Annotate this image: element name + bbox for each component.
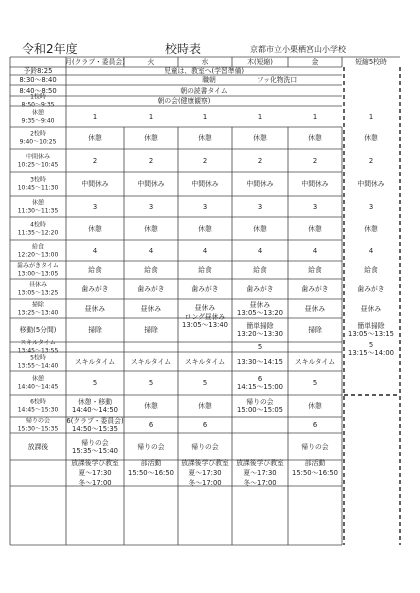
cell-text: 5	[92, 379, 98, 387]
morning-row: フッ化物洗口	[256, 76, 298, 84]
cell-text: スキルタイム	[184, 357, 226, 366]
cell-text: 15:50〜16:50	[292, 469, 338, 477]
cell-text: 3	[148, 202, 154, 211]
period-label: 5校時	[30, 354, 46, 361]
cell-text: 給食	[308, 266, 322, 274]
cell-text: 5	[148, 379, 154, 387]
period-time: 9:35〜9:40	[21, 117, 55, 124]
day-header: 月(クラブ・委員会)	[65, 58, 125, 66]
cell-text: 冬〜17:00	[78, 479, 112, 487]
cell-text: 14:15〜15:00	[237, 383, 283, 391]
cell-text: 3	[257, 202, 263, 211]
cell-text: 2	[92, 156, 98, 165]
page-title: 令和2年度	[22, 42, 78, 56]
cell-text: 5	[312, 379, 318, 387]
cell-text: 帰りの会	[137, 442, 165, 451]
cell-text: 休憩	[253, 224, 267, 233]
cell-text: 掃除	[308, 326, 322, 334]
period-time: 15:30〜15:35	[17, 425, 59, 433]
cell-text: 休憩	[144, 224, 158, 233]
cell-text: 1	[202, 112, 208, 121]
period-time: 9:40〜10:25	[19, 138, 57, 146]
morning-row: 朝の読書タイム	[180, 86, 228, 95]
cell-text: 2	[368, 156, 374, 165]
cell-text: 昼休み	[249, 300, 271, 309]
cell-text: 休憩	[88, 134, 102, 142]
period-time: 11:30〜11:35	[17, 207, 59, 214]
cell-text: 歯みがき	[191, 285, 219, 293]
cell-text: 帰りの会	[191, 442, 219, 451]
cell-text: 休憩	[198, 224, 212, 233]
period-time: 12:20〜13:00	[17, 251, 59, 258]
cell-text: 冬〜17:00	[243, 479, 277, 487]
cell-text: 2	[312, 156, 318, 165]
morning-row: 朝の会(健康観察)	[157, 97, 211, 105]
period-time: 13:25〜13:40	[17, 309, 59, 316]
period-label: 2校時	[30, 130, 46, 138]
cell-text: 休憩	[253, 134, 267, 142]
cell-text: 1	[368, 112, 374, 121]
cell-text: 4	[257, 246, 263, 255]
cell-text: 6	[148, 421, 154, 429]
cell-text: 3	[202, 202, 208, 211]
cell-text: 6	[202, 421, 208, 429]
cell-text: 13:30〜14:15	[237, 357, 283, 366]
cell-text: 歯みがき	[81, 285, 109, 293]
cell-text: スキルタイム	[74, 357, 116, 366]
cell-text: 3	[368, 202, 374, 211]
cell-text: 休憩	[364, 134, 378, 142]
cell-text: 4	[312, 246, 318, 255]
morning-row: 職朝	[202, 76, 216, 84]
cell-text: 13:05〜13:15	[348, 330, 394, 338]
cell-text: 昼休み	[304, 304, 326, 313]
period-label: 帰りの会	[25, 417, 51, 425]
cell-text: 6	[312, 421, 318, 429]
period-label: 予鈴8:25	[23, 67, 53, 75]
cell-text: 歯みがき	[246, 285, 274, 293]
period-label: 休憩	[31, 375, 45, 383]
cell-text: 給食	[253, 266, 267, 274]
cell-text: 夏〜17:30	[188, 469, 222, 477]
day-header: 金	[311, 58, 319, 66]
period-label: 移動(5分間)	[19, 326, 57, 334]
period-time: 8:50〜9:35	[21, 101, 55, 109]
period-label: 1校時	[30, 93, 46, 101]
cell-text: 休憩	[364, 224, 378, 233]
cell-text: 15:00〜15:05	[237, 406, 283, 414]
cell-text: 部活動	[140, 459, 162, 467]
cell-text: 休憩	[144, 402, 158, 410]
cell-text: 簡単掃除	[357, 322, 385, 330]
period-label: 8:40〜8:50	[19, 86, 57, 95]
cell-text: 冬〜17:00	[188, 479, 222, 487]
cell-text: 1	[312, 112, 318, 121]
cell-text: 中間休み	[191, 180, 219, 188]
cell-text: 4	[148, 246, 154, 255]
cell-text: 休憩	[198, 134, 212, 142]
cell-text: 4	[92, 246, 98, 255]
cell-text: 夏〜17:30	[78, 469, 112, 477]
cell-text: 夏〜17:30	[243, 469, 277, 477]
morning-row: 児童は、教室へ(学習準備)	[163, 67, 245, 75]
period-label: 中間休み	[25, 153, 51, 160]
cell-text: 3	[312, 202, 318, 211]
period-time: 10:25〜10:45	[17, 161, 59, 168]
cell-text: 6	[257, 375, 263, 383]
period-label: 8:30〜8:40	[19, 76, 57, 84]
cell-text: 4	[368, 246, 374, 255]
cell-text: 5	[202, 379, 208, 387]
period-time: 11:35〜12:20	[17, 229, 59, 236]
cell-text: 休憩	[198, 402, 212, 410]
cell-text: 4	[202, 246, 208, 255]
cell-text: 2	[148, 156, 154, 165]
cell-text: 給食	[144, 266, 158, 274]
cell-text: 歯みがき	[137, 285, 165, 293]
cell-text: 14:40〜14:50	[72, 406, 118, 414]
cell-text: 昼休み	[84, 304, 106, 313]
period-label: 昼休み	[28, 281, 48, 289]
cell-text: 歯みがき	[357, 285, 385, 293]
period-label: 休憩	[31, 199, 45, 206]
cell-text: 15:35〜15:40	[72, 446, 118, 455]
cell-text: 14:50〜15:35	[72, 425, 118, 433]
cell-text: 休憩	[308, 224, 322, 233]
cell-text: スキルタイム	[130, 357, 172, 366]
cell-text: 中間休み	[301, 180, 329, 188]
cell-text: 13:15〜14:00	[348, 349, 394, 357]
cell-text: スキルタイム	[294, 357, 336, 366]
cell-text: 帰りの会	[246, 398, 274, 406]
cell-text: 部活動	[304, 459, 326, 467]
day-header: 水	[201, 58, 209, 66]
period-label: 3校時	[30, 176, 46, 184]
period-label: 掃除	[31, 301, 45, 308]
cell-text: 13:05〜13:20	[237, 308, 283, 317]
cell-text: 休憩・移動	[78, 398, 112, 406]
cell-text: 2	[202, 156, 208, 165]
period-time: 10:45〜11:30	[17, 184, 59, 192]
cell-text: 13:20〜13:30	[237, 330, 283, 338]
cell-text: 放課後学び教室	[71, 459, 119, 467]
cell-text: 1	[148, 112, 154, 121]
cell-text: 1	[92, 112, 98, 121]
period-label: 歯みがきタイム	[17, 262, 59, 270]
cell-text: ロング昼休み	[184, 312, 226, 321]
cell-text: 3	[92, 202, 98, 211]
table-name: 校時表	[165, 42, 202, 56]
cell-text: 簡単掃除	[246, 322, 274, 330]
period-time: 13:45〜13:55	[17, 347, 59, 355]
cell-text: 掃除	[88, 326, 102, 334]
school-name: 京都市立小栗栖宮山小学校	[250, 45, 346, 54]
cell-text: 帰りの会	[301, 442, 329, 451]
period-time: 14:45〜15:30	[17, 406, 59, 414]
period-time: 14:40〜14:45	[17, 383, 59, 391]
cell-text: 給食	[364, 266, 378, 274]
cell-text: 中間休み	[81, 180, 109, 188]
period-label: スキルタイム	[20, 339, 56, 347]
period-label: 給食	[31, 243, 45, 250]
cell-text: 1	[257, 112, 263, 121]
cell-text: 休憩	[88, 224, 102, 233]
cell-text: 中間休み	[137, 180, 165, 188]
cell-text: 掃除	[144, 326, 158, 334]
day-header: 木(短縮)	[247, 58, 273, 66]
cell-text: 放課後学び教室	[181, 459, 229, 467]
period-label: 4校時	[30, 221, 46, 228]
cell-text: 帰りの会	[81, 438, 109, 447]
cell-text: 5	[257, 343, 263, 351]
cell-text: 休憩	[308, 134, 322, 142]
cell-text: 中間休み	[357, 180, 385, 188]
cell-text: 5	[368, 341, 374, 349]
cell-text: 休憩	[144, 134, 158, 142]
cell-text: 給食	[88, 266, 102, 274]
period-label: 放課後	[27, 442, 49, 451]
cell-text: 6(クラブ・委員会)	[66, 417, 124, 425]
period-time: 13:55〜14:40	[17, 362, 59, 369]
day-header: 短縮5校時	[355, 58, 387, 66]
cell-text: 中間休み	[246, 180, 274, 188]
cell-text: 15:50〜16:50	[128, 469, 174, 477]
cell-text: 昼休み	[194, 303, 216, 312]
cell-text: 13:05〜13:40	[182, 320, 228, 329]
period-label: 休憩	[31, 109, 45, 116]
cell-text: 給食	[198, 266, 212, 274]
period-time: 13:05〜13:25	[17, 289, 59, 297]
period-label: 6校時	[30, 398, 46, 406]
cell-text: 昼休み	[140, 304, 162, 313]
period-time: 13:00〜13:05	[17, 270, 59, 278]
cell-text: 放課後学び教室	[236, 459, 284, 467]
cell-text: 休憩	[308, 402, 322, 410]
cell-text: 歯みがき	[301, 285, 329, 293]
cell-text: 2	[257, 156, 263, 165]
day-header: 火	[147, 58, 155, 66]
cell-text: 昼休み	[360, 304, 382, 313]
